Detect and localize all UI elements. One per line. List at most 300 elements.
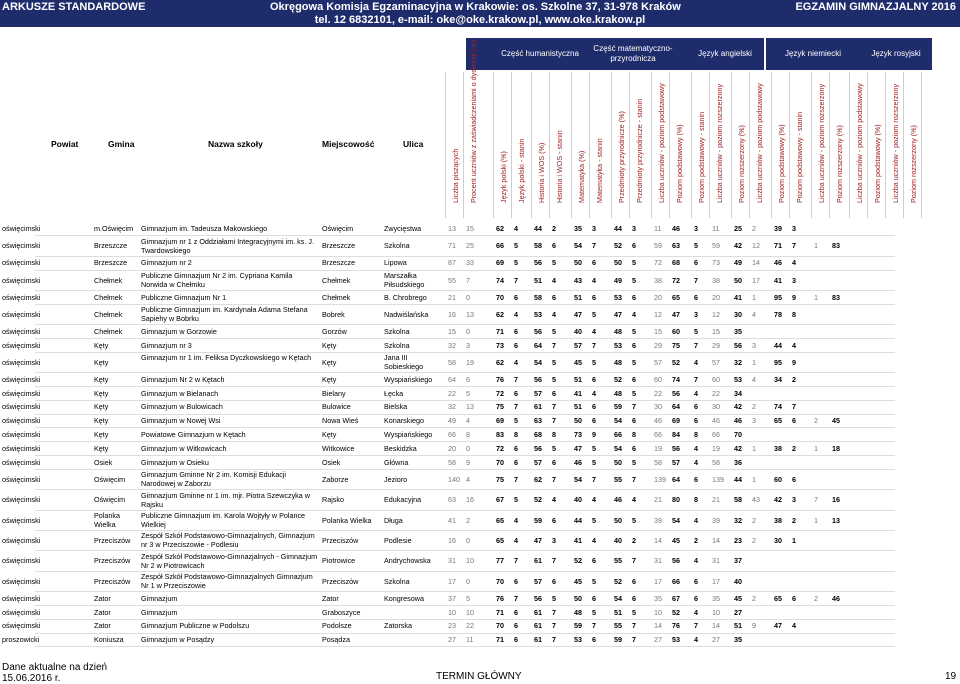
table-row	[0, 428, 960, 441]
cell-value: 59	[712, 241, 720, 251]
column-divider	[849, 72, 850, 218]
col-header-label: Przedmioty przyrodnicze (%)	[617, 111, 626, 203]
cell-value: 40	[614, 535, 622, 545]
table-row	[0, 510, 960, 530]
col-header-10	[652, 72, 670, 212]
cell-value: 23	[448, 621, 456, 631]
cell-miejscowosc: Kęty	[322, 357, 337, 367]
cell-value: 3	[466, 340, 470, 350]
column-divider	[709, 72, 710, 218]
cell-value: 76	[672, 621, 680, 631]
cell-value: 6	[592, 374, 596, 384]
cell-gmina: Chełmek	[94, 326, 123, 336]
cell-value: 3	[792, 224, 796, 234]
cell-value: 56	[534, 258, 542, 268]
cell-miejscowosc: Chełmek	[322, 292, 351, 302]
cell-value: 0	[466, 443, 470, 453]
cell-value: 2	[752, 402, 756, 412]
cell-value: 62	[534, 474, 542, 484]
cell-value: 2	[752, 515, 756, 525]
cell-value: 48	[574, 607, 582, 617]
cell-value: 70	[734, 429, 742, 439]
group-german: Język niemiecki	[766, 38, 860, 70]
cell-value: 66	[448, 429, 456, 439]
cell-value: 4	[632, 495, 636, 505]
cell-value: 7	[592, 340, 596, 350]
cell-value: 54	[614, 593, 622, 603]
cell-value: 51	[574, 374, 582, 384]
cell-ulica: Konarskiego	[384, 416, 424, 426]
cell-value: 3	[592, 224, 596, 234]
cell-value: 0	[466, 576, 470, 586]
group-russian: Język rosyjski	[860, 38, 932, 70]
cell-value: 41	[574, 388, 582, 398]
col-header-9	[630, 72, 648, 212]
cell-value: 58	[734, 495, 742, 505]
col-header-1	[464, 40, 482, 212]
cell-value: 4	[514, 309, 518, 319]
cell-powiat: oświęcimski	[2, 495, 41, 505]
cell-nazwa: Gimnazjum Nr 2 w Kętach	[141, 374, 225, 384]
table-row	[0, 256, 960, 269]
col-header-label: Matematyka (%)	[577, 150, 586, 203]
cell-value: 5	[552, 357, 556, 367]
col-gmina: Gmina	[108, 139, 135, 149]
cell-value: 5	[632, 607, 636, 617]
cell-value: 7	[694, 340, 698, 350]
cell-value: 47	[614, 309, 622, 319]
col-header-18	[812, 72, 830, 212]
cell-value: 27	[712, 635, 720, 645]
cell-value: 7	[514, 474, 518, 484]
cell-miejscowosc: Kęty	[322, 340, 337, 350]
cell-value: 5	[632, 515, 636, 525]
cell-value: 68	[534, 429, 542, 439]
cell-value: 71	[496, 326, 504, 336]
cell-value: 8	[632, 429, 636, 439]
cell-value: 0	[466, 535, 470, 545]
cell-value: 9	[792, 357, 796, 367]
cell-value: 6	[552, 515, 556, 525]
cell-value: 6	[552, 457, 556, 467]
cell-value: 7	[592, 241, 596, 251]
cell-value: 50	[614, 258, 622, 268]
cell-powiat: oświęcimski	[2, 443, 41, 453]
cell-miejscowosc: Kęty	[322, 429, 337, 439]
cell-nazwa: Gimnazjum nr 3	[141, 340, 192, 350]
cell-miejscowosc: Chełmek	[322, 275, 351, 285]
cell-value: 6	[592, 593, 596, 603]
cell-value: 11	[712, 224, 720, 234]
col-header-label: Język polski (%)	[499, 151, 508, 203]
cell-value: 12	[712, 309, 720, 319]
cell-value: 6	[514, 607, 518, 617]
cell-value: 75	[496, 474, 504, 484]
cell-value: 6	[514, 443, 518, 453]
cell-ulica: Beskidzka	[384, 443, 417, 453]
cell-value: 23	[734, 535, 742, 545]
cell-nazwa: Gimnazjum Publiczne w Podolszu	[141, 621, 250, 631]
cell-value: 60	[672, 326, 680, 336]
column-divider	[885, 72, 886, 218]
cell-value: 17	[712, 576, 720, 586]
cell-nazwa: Publiczne Gimnazjum Nr 1	[141, 292, 227, 302]
cell-value: 64	[448, 374, 456, 384]
cell-value: 5	[694, 241, 698, 251]
table-row	[0, 414, 960, 427]
table-row	[0, 455, 960, 468]
cell-value: 2	[814, 593, 818, 603]
cell-value: 5	[514, 258, 518, 268]
cell-value: 4	[792, 340, 796, 350]
cell-value: 83	[832, 241, 840, 251]
cell-value: 77	[496, 556, 504, 566]
cell-value: 47	[774, 621, 782, 631]
cell-value: 6	[466, 374, 470, 384]
row-divider	[35, 646, 895, 647]
cell-value: 61	[534, 556, 542, 566]
cell-value: 9	[752, 621, 756, 631]
cell-value: 9	[466, 457, 470, 467]
cell-value: 5	[592, 515, 596, 525]
cell-value: 14	[712, 621, 720, 631]
col-header-label: Poziom podstawowy (%)	[777, 124, 786, 203]
cell-value: 7	[694, 621, 698, 631]
cell-gmina: Kęty	[94, 357, 109, 367]
cell-value: 45	[734, 593, 742, 603]
cell-value: 14	[654, 621, 662, 631]
cell-value: 5	[466, 593, 470, 603]
cell-nazwa: Gimnazjum	[141, 607, 178, 617]
cell-value: 54	[614, 416, 622, 426]
cell-value: 8	[466, 429, 470, 439]
cell-value: 46	[654, 416, 662, 426]
cell-gmina: Brzeszcze	[94, 258, 128, 268]
cell-powiat: oświęcimski	[2, 416, 41, 426]
cell-value: 3	[792, 275, 796, 285]
cell-value: 10	[654, 607, 662, 617]
cell-nazwa: Zespół Szkół Podstawowo-Gimnazjalnych - Gimnazjum Nr 2 w Piotrowicach	[141, 551, 318, 570]
cell-miejscowosc: Osiek	[322, 457, 341, 467]
cell-value: 78	[774, 309, 782, 319]
cell-value: 6	[694, 593, 698, 603]
cell-value: 5	[514, 495, 518, 505]
cell-value: 7	[632, 635, 636, 645]
cell-value: 84	[672, 429, 680, 439]
cell-value: 61	[534, 621, 542, 631]
cell-gmina: Kęty	[94, 374, 109, 384]
cell-value: 57	[534, 457, 542, 467]
cell-value: 44	[534, 224, 542, 234]
cell-nazwa: Gimnazjum nr 1 im. Feliksa Dyczkowskiego w Kętach	[141, 353, 312, 363]
cell-value: 66	[654, 429, 662, 439]
cell-value: 3	[792, 495, 796, 505]
cell-value: 5	[592, 443, 596, 453]
cell-value: 59	[654, 241, 662, 251]
cell-value: 5	[632, 457, 636, 467]
cell-value: 51	[574, 402, 582, 412]
cell-value: 16	[448, 309, 456, 319]
col-header-label: Historia i WOS - stanin	[555, 130, 564, 203]
cell-value: 48	[614, 357, 622, 367]
cell-value: 6	[632, 443, 636, 453]
cell-value: 35	[574, 224, 582, 234]
cell-ulica: Długa	[384, 515, 403, 525]
cell-value: 41	[734, 292, 742, 302]
column-divider	[829, 72, 830, 218]
cell-value: 66	[496, 241, 504, 251]
col-header-7	[590, 72, 608, 212]
col-header-label: Liczba uczniów - poziom podstawowy	[755, 83, 764, 203]
cell-nazwa: Gimnazjum w Witkowicach	[141, 443, 227, 453]
cell-value: 51	[614, 607, 622, 617]
cell-value: 52	[574, 556, 582, 566]
cell-value: 64	[534, 340, 542, 350]
cell-powiat: oświęcimski	[2, 374, 41, 384]
column-divider	[611, 72, 612, 218]
cell-value: 12	[752, 241, 760, 251]
col-header-label: Historia i WOS (%)	[537, 142, 546, 203]
cell-value: 7	[552, 635, 556, 645]
cell-value: 4	[592, 535, 596, 545]
col-header-4	[532, 72, 550, 212]
cell-value: 51	[734, 621, 742, 631]
cell-value: 5	[592, 309, 596, 319]
col-nazwa: Nazwa szkoły	[208, 139, 263, 149]
cell-value: 4	[552, 275, 556, 285]
col-header-6	[572, 72, 590, 212]
cell-value: 5	[552, 443, 556, 453]
table-row	[0, 551, 960, 571]
cell-value: 37	[448, 593, 456, 603]
cell-value: 0	[466, 326, 470, 336]
cell-value: 20	[712, 292, 720, 302]
cell-value: 5	[694, 326, 698, 336]
cell-value: 6	[792, 416, 796, 426]
cell-value: 2	[632, 535, 636, 545]
cell-value: 64	[672, 402, 680, 412]
col-header-5	[550, 72, 568, 212]
cell-value: 1	[752, 443, 756, 453]
cell-value: 4	[694, 515, 698, 525]
cell-value: 44	[614, 224, 622, 234]
cell-value: 50	[734, 275, 742, 285]
cell-value: 46	[832, 593, 840, 603]
cell-value: 73	[574, 429, 582, 439]
cell-value: 6	[514, 340, 518, 350]
cell-value: 59	[534, 515, 542, 525]
cell-value: 44	[774, 340, 782, 350]
cell-value: 83	[832, 292, 840, 302]
cell-value: 16	[448, 535, 456, 545]
cell-value: 27	[654, 635, 662, 645]
cell-value: 5	[552, 258, 556, 268]
contact-text: tel. 12 6832101, e-mail: oke@oke.krakow.pl, www.oke.krakow.pl	[314, 14, 646, 26]
col-header-0	[446, 72, 464, 212]
cell-value: 6	[514, 326, 518, 336]
cell-value: 2	[694, 535, 698, 545]
cell-value: 46	[712, 416, 720, 426]
cell-value: 6	[592, 556, 596, 566]
cell-powiat: oświęcimski	[2, 576, 41, 586]
cell-powiat: oświęcimski	[2, 241, 41, 251]
cell-value: 50	[614, 457, 622, 467]
cell-value: 69	[496, 258, 504, 268]
cell-value: 43	[574, 275, 582, 285]
cell-value: 42	[734, 443, 742, 453]
cell-ulica: Marszałka Piłsudskiego	[384, 271, 425, 289]
cell-nazwa: Gimnazjum w Bielanach	[141, 388, 219, 398]
col-header-8	[612, 72, 630, 212]
cell-value: 58	[534, 241, 542, 251]
cell-gmina: Kęty	[94, 429, 109, 439]
cell-value: 7	[694, 374, 698, 384]
col-header-17	[790, 72, 808, 212]
cell-value: 31	[712, 556, 720, 566]
cell-value: 56	[672, 388, 680, 398]
cell-powiat: oświęcimski	[2, 535, 41, 545]
cell-value: 47	[672, 309, 680, 319]
cell-value: 58	[534, 292, 542, 302]
cell-value: 62	[496, 309, 504, 319]
cell-value: 10	[448, 607, 456, 617]
col-header-16	[772, 72, 790, 212]
cell-ulica: Szkolna	[384, 340, 410, 350]
col-header-label: Matematyka - stanin	[595, 138, 604, 203]
column-divider	[771, 72, 772, 218]
table-row	[0, 352, 960, 372]
table-row	[0, 490, 960, 510]
cell-value: 38	[774, 515, 782, 525]
cell-value: 12	[654, 309, 662, 319]
cell-value: 29	[712, 340, 720, 350]
cell-value: 37	[734, 556, 742, 566]
cell-value: 29	[654, 340, 662, 350]
cell-nazwa: Powiatowe Gimnazjum w Kętach	[141, 429, 246, 439]
cell-nazwa: Gimnazjum Gminne Nr 2 im. Komisji Edukacji Narodowej w Zaborzu	[141, 470, 286, 489]
cell-value: 3	[694, 309, 698, 319]
cell-value: 35	[712, 593, 720, 603]
cell-value: 3	[752, 416, 756, 426]
cell-value: 53	[672, 635, 680, 645]
cell-value: 58	[448, 457, 456, 467]
cell-value: 45	[574, 576, 582, 586]
cell-value: 5	[632, 357, 636, 367]
cell-value: 140	[448, 474, 460, 484]
cell-value: 53	[614, 340, 622, 350]
cell-value: 61	[534, 402, 542, 412]
cell-value: 8	[694, 429, 698, 439]
column-divider	[789, 72, 790, 218]
cell-value: 4	[592, 326, 596, 336]
cell-value: 59	[614, 635, 622, 645]
cell-value: 35	[654, 593, 662, 603]
cell-value: 17	[654, 576, 662, 586]
cell-value: 6	[632, 593, 636, 603]
cell-nazwa: Zespół Szkół Podstawowo-Gimnazjalnych, Gimnazjum nr 3 w Przeciszowie - Podlesiu	[141, 531, 315, 550]
cell-value: 6	[514, 457, 518, 467]
cell-value: 13	[448, 224, 456, 234]
cell-value: 4	[466, 416, 470, 426]
cell-value: 21	[448, 292, 456, 302]
col-header-label: Liczba uczniów - poziom rozszerzony	[891, 83, 900, 203]
cell-ulica: Szkolna	[384, 576, 410, 586]
cell-value: 22	[654, 388, 662, 398]
cell-value: 7	[814, 495, 818, 505]
cell-value: 87	[448, 258, 456, 268]
cell-value: 56	[672, 443, 680, 453]
cell-powiat: oświęcimski	[2, 357, 41, 367]
cell-value: 6	[694, 416, 698, 426]
cell-value: 4	[592, 388, 596, 398]
cell-value: 34	[774, 374, 782, 384]
cell-value: 6	[552, 292, 556, 302]
footer-date: 15.06.2016 r.	[2, 673, 61, 684]
cell-value: 11	[654, 224, 662, 234]
cell-value: 139	[654, 474, 666, 484]
cell-value: 56	[534, 326, 542, 336]
cell-value: 61	[534, 607, 542, 617]
cell-value: 54	[672, 515, 680, 525]
cell-value: 70	[496, 292, 504, 302]
page-number: 19	[945, 671, 957, 682]
cell-powiat: oświęcimski	[2, 326, 41, 336]
cell-value: 21	[654, 495, 662, 505]
cell-value: 6	[592, 402, 596, 412]
cell-value: 7	[632, 621, 636, 631]
cell-ulica: Bielska	[384, 402, 408, 412]
cell-value: 47	[574, 309, 582, 319]
cell-value: 65	[774, 593, 782, 603]
cell-value: 39	[774, 224, 782, 234]
cell-powiat: oświęcimski	[2, 429, 41, 439]
cell-value: 32	[734, 515, 742, 525]
cell-value: 4	[752, 309, 756, 319]
cell-value: 6	[632, 340, 636, 350]
cell-value: 6	[694, 402, 698, 412]
table-row	[0, 619, 960, 632]
cell-value: 4	[514, 515, 518, 525]
cell-value: 25	[466, 241, 474, 251]
cell-gmina: Koniusza	[94, 635, 124, 645]
col-header-21	[868, 72, 886, 212]
table-row	[0, 400, 960, 413]
cell-value: 46	[614, 495, 622, 505]
cell-powiat: oświęcimski	[2, 292, 41, 302]
cell-value: 58	[654, 457, 662, 467]
cell-value: 22	[448, 388, 456, 398]
column-divider	[749, 72, 750, 218]
cell-value: 74	[672, 374, 680, 384]
cell-value: 6	[694, 474, 698, 484]
cell-value: 70	[496, 621, 504, 631]
cell-value: 5	[514, 416, 518, 426]
cell-value: 22	[466, 621, 474, 631]
banner-left: ARKUSZE STANDARDOWE	[2, 1, 146, 13]
cell-powiat: oświęcimski	[2, 340, 41, 350]
cell-miejscowosc: Bulowice	[322, 402, 351, 412]
cell-nazwa: Gimnazjum nr 2	[141, 258, 192, 268]
cell-value: 4	[752, 374, 756, 384]
cell-value: 62	[496, 224, 504, 234]
cell-value: 30	[774, 535, 782, 545]
column-divider	[571, 72, 572, 218]
banner-right: EGZAMIN GIMNAZJALNY 2016	[795, 1, 956, 13]
cell-value: 64	[672, 474, 680, 484]
cell-value: 41	[448, 515, 456, 525]
cell-value: 60	[774, 474, 782, 484]
cell-value: 58	[448, 357, 456, 367]
